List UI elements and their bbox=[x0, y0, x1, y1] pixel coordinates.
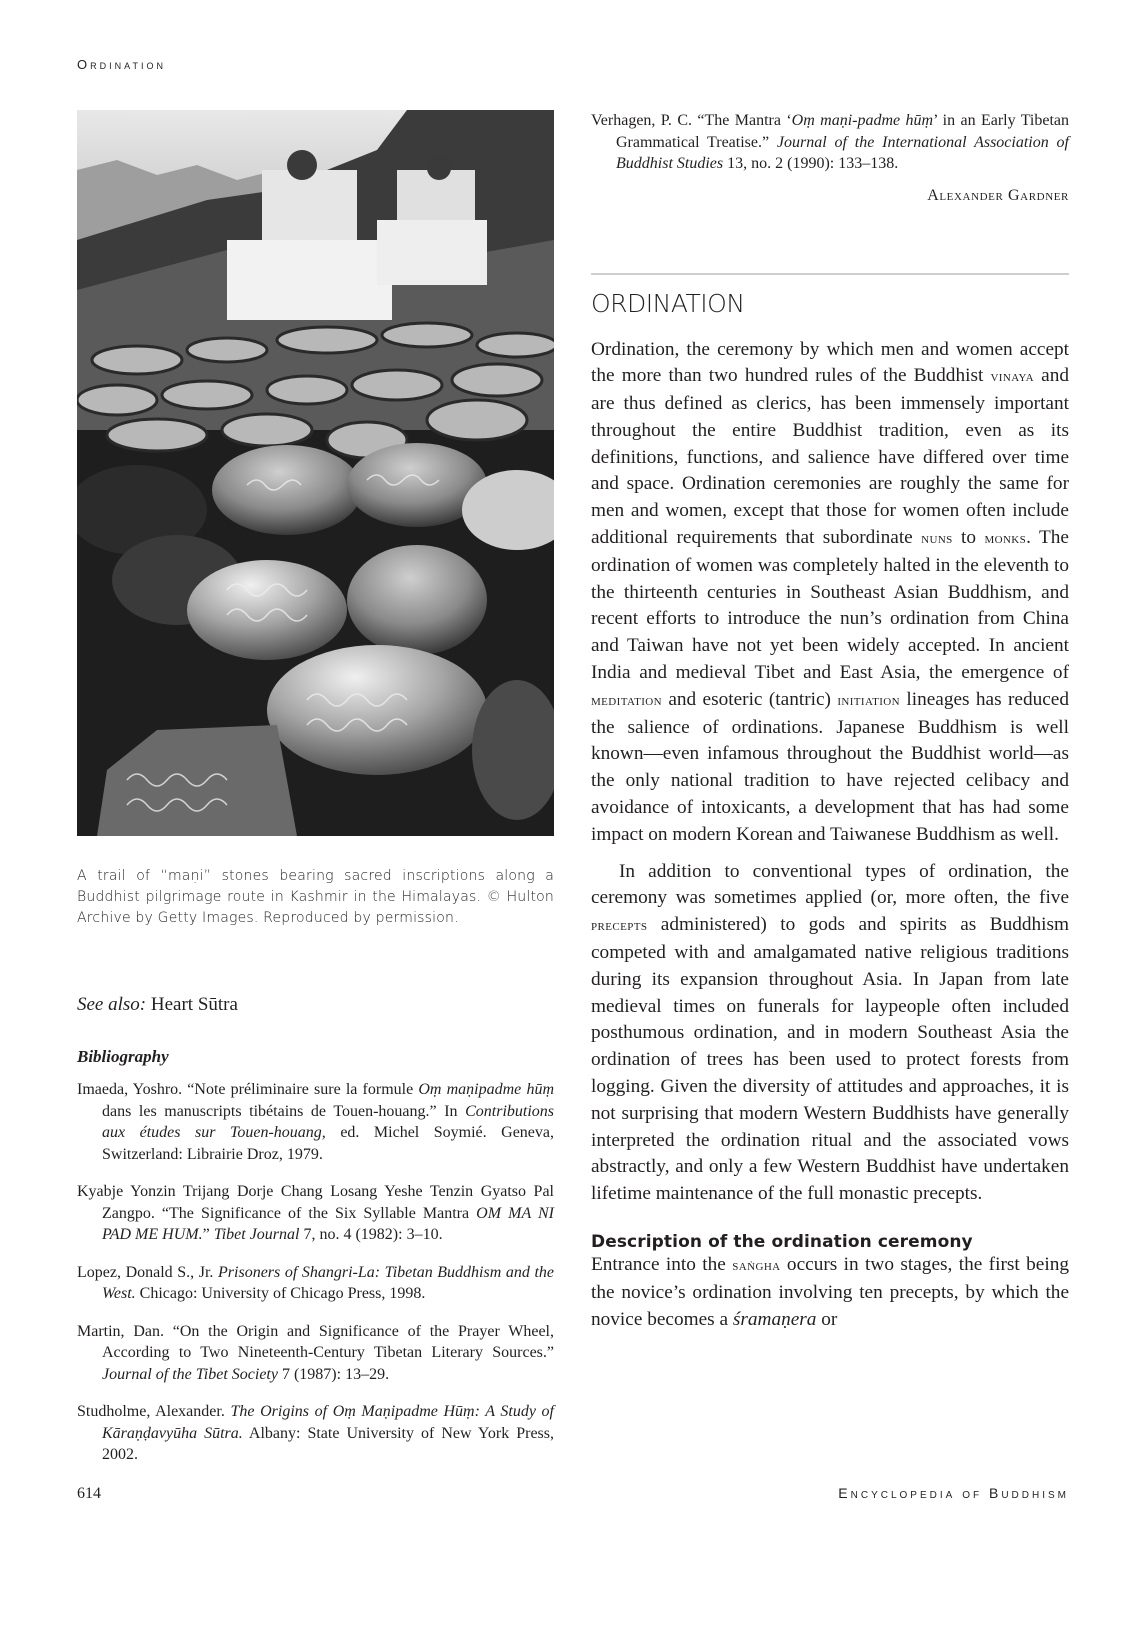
bibliography-entry: Lopez, Donald S., Jr. Prisoners of Shangri-La: Tibetan Buddhism and the West. Chicago: University of Chicago Press, 1998. bbox=[77, 1263, 555, 1302]
cross-ref-initiation[interactable]: initiation bbox=[837, 692, 900, 709]
entry-divider bbox=[591, 273, 1069, 275]
bibliography-list bbox=[77, 1079, 554, 1466]
bibliography-entry: Imaeda, Yoshro. “Note préliminaire sure la formule Oṃ maṇipadme hūṃ dans les manuscripts tibétains de Touen-houang.” In Contributions aux études sur Touen-houang, ed. Michel Soymié. Geneva, Switzerland: Librairie Droz, 1979. bbox=[77, 1081, 555, 1163]
article-paragraph-3: Entrance into the saṅgha occurs in two stages, the first being the novice’s ordination involving ten precepts, by which the novice becomes a śramaṇera or bbox=[591, 1254, 1069, 1330]
mani-stones-photo-image bbox=[77, 110, 554, 836]
bibliography-entry: Kyabje Yonzin Trijang Dorje Chang Losang Yeshe Tenzin Gyatso Pal Zangpo. “The Significance of the Six Syllable Mantra OM MA NI PAD ME HUM.” Tibet Journal 7, no. 4 (1982): 3–10. bbox=[77, 1183, 554, 1243]
left-column bbox=[77, 110, 554, 1482]
previous-entry-reference: Verhagen, P. C. “The Mantra ‘Oṃ maṇi-padme hūṃ’ in an Early Tibetan Grammatical Treatise.” Journal of the International Association of Buddhist Studies 13, no. 2 (1990): 133–138. bbox=[591, 112, 1070, 172]
cross-ref-sangha[interactable]: saṅgha bbox=[732, 1258, 781, 1274]
previous-entry-author: Alexander Gardner bbox=[927, 186, 1069, 204]
cross-ref-vinaya[interactable]: vinaya bbox=[990, 369, 1035, 386]
cross-ref-meditation[interactable]: meditation bbox=[591, 692, 662, 709]
book-title: Encyclopedia of Buddhism bbox=[838, 1485, 1069, 1501]
bibliography-entry: Martin, Dan. “On the Origin and Significance of the Prayer Wheel, According to Two Nineteenth-Century Tibetan Literary Sources.” Journal of the Tibet Society 7 (1987): 13–29. bbox=[77, 1322, 554, 1383]
cross-ref-monks[interactable]: monks bbox=[984, 531, 1027, 548]
figure-photo bbox=[77, 110, 554, 836]
see-also-label: See also: bbox=[77, 994, 147, 1015]
article-paragraph-2: In addition to conventional types of ordination, the ceremony was sometimes applied (or, more often, the five precepts administered) to gods and spirits as Buddhism competed with and amalgamated native religious traditions during its expansion throughout Asia. In Japan from late medieval times on funerals for laypeople often included posthumous ordination, and in modern Southeast Asia the ordination of trees has been used to protect forests from logging. Given the diversity of attitudes and approaches, it is not surprising that modern Western Buddhists have generally interpreted the ordination ritual and the associated vows abstractly, and only a few Western Buddhist have undertaken lifetime maintenance of the full monastic precepts. bbox=[591, 860, 1069, 1205]
figure-caption: A trail of “maṇi” stones bearing sacred inscriptions along a Buddhist pilgrimage route in Kashmir in the Himalayas. © Hulton Archive by Getty Images. Reproduced by permission. bbox=[77, 868, 554, 926]
article-title: ORDINATION bbox=[591, 288, 745, 318]
cross-ref-precepts[interactable]: precepts bbox=[591, 918, 648, 935]
article-paragraph-1: Ordination, the ceremony by which men and women accept the more than two hundred rules of the Buddhist vinaya and are thus defined as clerics, has been immensely important throughout the entire Buddhist tradition, even as its definitions, functions, and salience have differed over time and space. Ordination ceremonies are roughly the same for men and women, except that those for women often include additional requirements that subordinate nuns to monks. The ordination of women was completely halted in the eleventh to the thirteenth centuries in Southeast Asian Buddhism, and recent efforts to introduce the nun’s ordination from China and Taiwan have not yet been widely accepted. In ancient India and medieval Tibet and East Asia, the emergence of meditation and esoteric (tantric) initiation lineages has reduced the salience of ordinations. Japanese Buddhism is well known—even infamous throughout the Buddhist world—as the only national tradition to have rejected celibacy and avoidance of intoxicants, a development that has had some impact on modern Korean and Taiwanese Buddhism as well. bbox=[591, 338, 1069, 845]
see-also bbox=[77, 993, 554, 1017]
see-also-link[interactable]: Heart Sūtra bbox=[150, 994, 238, 1015]
page-number: 614 bbox=[77, 1485, 101, 1502]
right-column bbox=[591, 110, 1069, 1333]
bibliography-entry: Studholme, Alexander. The Origins of Oṃ Maṇipadme Hūṃ: A Study of Kāraṇḍavyūha Sūtra. Albany: State University of New York Press, 2002. bbox=[77, 1403, 555, 1463]
section-heading: Description of the ordination ceremony bbox=[591, 1232, 973, 1252]
cross-ref-nuns[interactable]: nuns bbox=[921, 531, 953, 548]
running-head: Ordination bbox=[77, 57, 166, 72]
bibliography-heading: Bibliography bbox=[77, 1047, 169, 1066]
